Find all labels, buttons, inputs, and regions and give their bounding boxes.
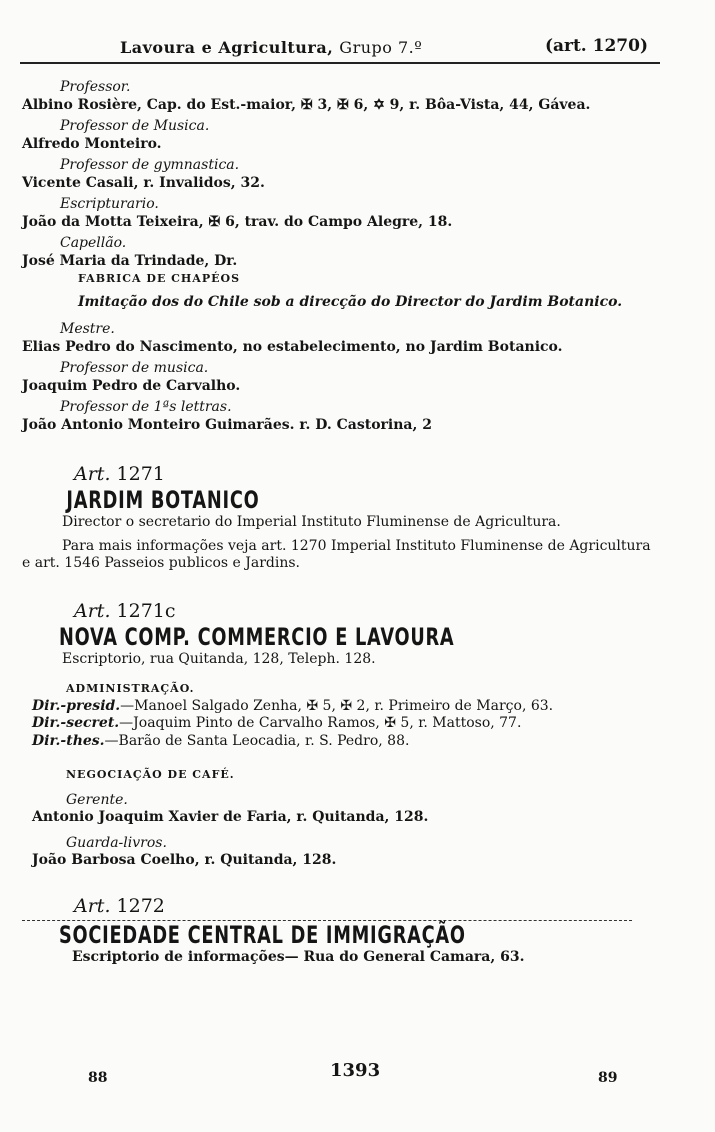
admin-text: —Manoel Salgado Zenha, ✠ 5, ✠ 2, r. Primeiro de Março, 63. bbox=[120, 697, 554, 714]
entry-title: Professor de gymnastica. bbox=[60, 157, 240, 173]
article-1271c-heading: NOVA COMP. COMMERCIO E LAVOURA bbox=[59, 622, 455, 651]
page-body bbox=[22, 75, 662, 966]
entry-title: Mestre. bbox=[60, 321, 115, 337]
article-1271-line2: Para mais informações veja art. 1270 Imperial Instituto Fluminense de Agricultura e art. 1546 Passeios publicos e Jardins. bbox=[22, 537, 651, 571]
article-1271c-office: Escriptorio, rua Quitanda, 128, Teleph. 128. bbox=[62, 650, 376, 667]
page-header bbox=[20, 36, 660, 64]
entry-title: Escripturario. bbox=[60, 196, 159, 212]
article-1271-heading: JARDIM BOTANICO bbox=[66, 486, 260, 514]
admin-caption: ADMINISTRAÇÃO. bbox=[66, 682, 195, 695]
entry-name: Joaquim Pedro de Carvalho. bbox=[22, 377, 241, 394]
admin-entry bbox=[22, 733, 662, 751]
header-group: Grupo 7.º bbox=[339, 38, 423, 57]
entry-title: Guarda-livros. bbox=[66, 834, 167, 851]
admin-text: —Barão de Santa Leocadia, r. S. Pedro, 88. bbox=[104, 732, 410, 749]
admin-role: Dir.-thes. bbox=[32, 732, 105, 749]
header-title bbox=[120, 38, 422, 57]
article-1271c-label bbox=[22, 599, 662, 623]
article-1272-label bbox=[22, 894, 662, 918]
article-1272-heading: SOCIEDADE CENTRAL DE IMMIGRAÇÃO bbox=[59, 920, 466, 949]
entry-name: Vicente Casali, r. Invalidos, 32. bbox=[22, 174, 265, 191]
entry-title: Gerente. bbox=[66, 791, 128, 808]
entry-name: João da Motta Teixeira, ✠ 6, trav. do Campo Alegre, 18. bbox=[22, 213, 453, 230]
article-label: Art. bbox=[74, 599, 111, 622]
entry-name: José Maria da Trindade, Dr. bbox=[22, 252, 238, 269]
article-label: Art. bbox=[74, 463, 111, 485]
entry-name: Antonio Joaquim Xavier de Faria, r. Quitanda, 128. bbox=[32, 809, 429, 825]
entry-title: Professor de Musica. bbox=[60, 118, 210, 134]
admin-text: —Joaquim Pinto de Carvalho Ramos, ✠ 5, r. Mattoso, 77. bbox=[119, 715, 522, 731]
fabrica-note: Imitação dos do Chile sob a direcção do Director do Jardim Botanico. bbox=[78, 293, 623, 310]
admin-entry bbox=[22, 715, 662, 733]
entry-name: Albino Rosière, Cap. do Est.-maior, ✠ 3, ✠ 6, ✡ 9, r. Bôa-Vista, 44, Gávea. bbox=[22, 96, 591, 113]
entry-title: Professor de 1ªs lettras. bbox=[60, 399, 232, 415]
entry-title: Capellão. bbox=[60, 235, 127, 251]
header-title-text: Lavoura e Agricultura, bbox=[120, 38, 334, 57]
article-1271-label bbox=[22, 462, 662, 486]
article-number: 1272 bbox=[116, 894, 165, 917]
page-number-left: 88 bbox=[88, 1070, 108, 1086]
entry-name: Alfredo Monteiro. bbox=[22, 135, 162, 152]
article-number: 1271c bbox=[116, 599, 176, 622]
page-number-right: 89 bbox=[598, 1070, 618, 1086]
entry-title: Professor de musica. bbox=[60, 360, 209, 376]
page-number-center: 1393 bbox=[330, 1060, 381, 1081]
entry-name: Elias Pedro do Nascimento, no estabelecimento, no Jardim Botanico. bbox=[22, 338, 563, 355]
article-1271-line1: Director o secretario do Imperial Instituto Fluminense de Agricultura. bbox=[62, 514, 561, 530]
entry-title: Professor. bbox=[60, 79, 131, 95]
cafe-caption: NEGOCIAÇÃO DE CAFÉ. bbox=[66, 768, 235, 781]
admin-role: Dir.-secret. bbox=[32, 715, 120, 731]
admin-role: Dir.-presid. bbox=[32, 697, 121, 714]
fabrica-caption: FABRICA DE CHAPÉOS bbox=[78, 272, 241, 285]
admin-entry bbox=[22, 698, 662, 716]
entry-name: João Barbosa Coelho, r. Quitanda, 128. bbox=[32, 852, 337, 868]
article-1272-office: Escriptorio de informações— Rua do General Camara, 63. bbox=[72, 948, 525, 965]
header-article: (art. 1270) bbox=[544, 36, 648, 56]
entry-name: João Antonio Monteiro Guimarães. r. D. Castorina, 2 bbox=[22, 416, 432, 433]
article-label: Art. bbox=[74, 894, 111, 917]
article-number: 1271 bbox=[116, 463, 165, 485]
